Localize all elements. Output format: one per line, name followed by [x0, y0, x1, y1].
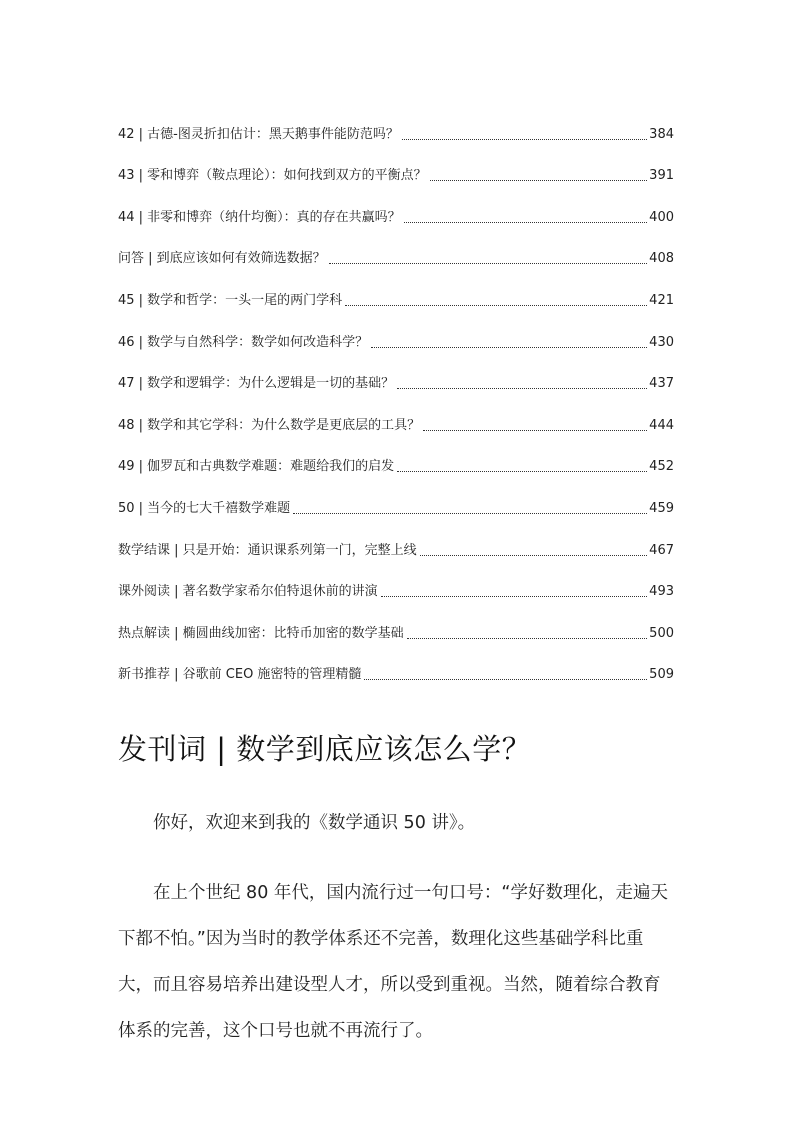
- toc-leader-dots: [397, 471, 647, 472]
- toc-entry[interactable]: [118, 521, 674, 563]
- toc-entry-title: 数学结课 | 只是开始：通识课系列第一门，完整上线: [118, 542, 417, 558]
- paragraph-greeting: [118, 800, 674, 846]
- toc-entry-title: 49 | 伽罗瓦和古典数学难题：难题给我们的启发: [118, 459, 395, 475]
- toc-entry-page: 400: [649, 209, 674, 225]
- toc-leader-dots: [423, 430, 647, 431]
- toc-entry[interactable]: [118, 188, 674, 230]
- toc-entry-page: 408: [649, 251, 674, 267]
- article-body: [118, 800, 674, 1078]
- toc-entry-page: 421: [649, 292, 674, 308]
- toc-entry[interactable]: [118, 438, 674, 480]
- toc-leader-dots: [371, 347, 647, 348]
- paragraph-line: 下都不怕。”因为当时的教学体系还不完善，数理化这些基础学科比重: [118, 929, 644, 949]
- toc-entry[interactable]: [118, 604, 674, 646]
- toc-entry[interactable]: [118, 105, 674, 147]
- toc-entry-page: 452: [649, 459, 674, 475]
- toc-entry-title: 44 | 非零和博弈（纳什均衡）：真的存在共赢吗？: [118, 209, 401, 225]
- toc-entry-title: 热点解读 | 椭圆曲线加密：比特币加密的数学基础: [118, 625, 404, 641]
- toc-entry-title: 47 | 数学和逻辑学：为什么逻辑是一切的基础？: [118, 376, 395, 392]
- toc-leader-dots: [364, 679, 647, 680]
- table-of-contents: [118, 105, 674, 687]
- toc-entry-title: 48 | 数学和其它学科：为什么数学是更底层的工具？: [118, 417, 421, 433]
- paragraph-line: 体系的完善，这个口号也就不再流行了。: [118, 1021, 433, 1041]
- toc-leader-dots: [381, 596, 648, 597]
- toc-entry-title: 问答 | 到底应该如何有效筛选数据？: [118, 251, 326, 267]
- toc-entry-title: 46 | 数学与自然科学：数学如何改造科学？: [118, 334, 369, 350]
- toc-entry-title: 课外阅读 | 著名数学家希尔伯特退休前的讲演: [118, 584, 378, 600]
- toc-leader-dots: [407, 638, 648, 639]
- toc-entry[interactable]: [118, 563, 674, 605]
- toc-entry-title: 42 | 古德-图灵折扣估计：黑天鹅事件能防范吗？: [118, 126, 399, 142]
- paragraph-intro: [118, 870, 674, 1054]
- toc-entry[interactable]: [118, 355, 674, 397]
- toc-entry-page: 459: [649, 500, 674, 516]
- toc-entry-page: 444: [649, 417, 674, 433]
- toc-entry-page: 384: [649, 126, 674, 142]
- toc-entry[interactable]: [118, 271, 674, 313]
- toc-entry-page: 437: [649, 376, 674, 392]
- paragraph-line: 大，而且容易培养出建设型人才，所以受到重视。当然，随着综合教育: [118, 975, 661, 995]
- toc-entry[interactable]: [118, 230, 674, 272]
- toc-entry-title: 50 | 当今的七大千禧数学难题: [118, 500, 291, 516]
- toc-entry-title: 45 | 数学和哲学：一头一尾的两门学科: [118, 292, 343, 308]
- toc-leader-dots: [345, 305, 647, 306]
- toc-entry[interactable]: [118, 396, 674, 438]
- toc-leader-dots: [329, 263, 648, 264]
- toc-leader-dots: [293, 513, 647, 514]
- paragraph-line: 在上个世纪 80 年代，国内流行过一句口号：“学好数理化，走遍天: [153, 883, 668, 903]
- toc-leader-dots: [430, 180, 647, 181]
- toc-entry-title: 43 | 零和博弈（鞍点理论）：如何找到双方的平衡点？: [118, 168, 427, 184]
- toc-leader-dots: [420, 555, 648, 556]
- toc-leader-dots: [397, 388, 647, 389]
- toc-entry[interactable]: [118, 646, 674, 688]
- toc-leader-dots: [404, 222, 647, 223]
- toc-entry-page: 493: [649, 584, 674, 600]
- section-heading: 发刊词 | 数学到底应该怎么学？: [118, 732, 532, 766]
- paragraph-line: 你好，欢迎来到我的《数学通识 50 讲》。: [153, 813, 476, 833]
- toc-entry-page: 467: [649, 542, 674, 558]
- toc-entry-page: 391: [649, 168, 674, 184]
- toc-entry-title: 新书推荐 | 谷歌前 CEO 施密特的管理精髓: [118, 667, 362, 683]
- toc-entry[interactable]: [118, 479, 674, 521]
- toc-leader-dots: [402, 139, 647, 140]
- toc-entry[interactable]: [118, 313, 674, 355]
- toc-entry[interactable]: [118, 147, 674, 189]
- toc-entry-page: 500: [649, 625, 674, 641]
- toc-entry-page: 509: [649, 667, 674, 683]
- toc-entry-page: 430: [649, 334, 674, 350]
